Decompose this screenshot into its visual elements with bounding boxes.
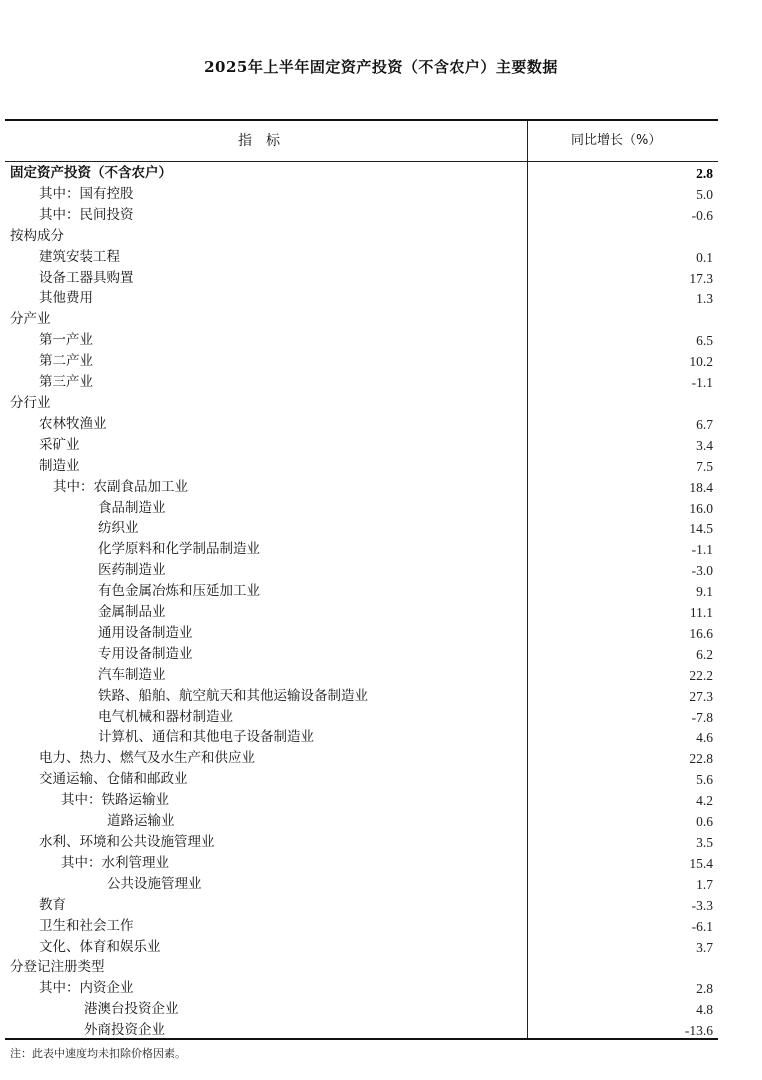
table-row [5,477,718,498]
row-label: 分行业 [10,394,51,411]
table-row [5,205,718,226]
row-value: 5.0 [696,186,713,202]
table-row [5,769,718,790]
table-row [5,560,718,581]
row-label: 计算机、通信和其他电子设备制造业 [98,729,314,746]
table-row [5,163,718,184]
header-yoy-growth: 同比增长（%） [571,133,662,148]
table-row [5,518,718,539]
row-value: 0.6 [696,814,713,830]
row-label: 卫生和社会工作 [39,917,134,934]
table-row [5,414,718,435]
table-row [5,226,718,247]
row-label: 其中：国有控股 [39,185,134,202]
row-value: -1.1 [691,375,713,391]
row-label: 交通运输、仓储和邮政业 [39,771,188,788]
row-label: 第三产业 [39,374,93,391]
table-row [5,372,718,393]
row-label: 分登记注册类型 [10,959,105,976]
table-row [5,184,718,205]
row-value: 2.8 [696,166,713,181]
table-row [5,895,718,916]
table-row [5,811,718,832]
row-label: 化学原料和化学制品制造业 [98,541,260,558]
row-label: 铁路、船舶、航空航天和其他运输设备制造业 [98,687,368,704]
row-value: 7.5 [696,458,713,474]
row-label: 其中：民间投资 [39,206,134,223]
row-label: 其中：农副食品加工业 [53,478,188,495]
row-value: 5.6 [696,772,713,788]
row-value: 3.7 [696,939,713,955]
row-label: 道路运输业 [107,813,175,830]
table-row [5,832,718,853]
row-label: 纺织业 [98,520,139,537]
row-value: 4.2 [696,793,713,809]
table-row [5,916,718,937]
row-value: -0.6 [691,207,713,223]
row-value: 1.7 [696,876,713,892]
row-label: 水利、环境和公共设施管理业 [39,834,215,850]
row-value: 17.3 [689,270,713,286]
row-value: 6.7 [696,416,713,432]
row-label: 采矿业 [39,436,80,453]
row-value: 3.5 [696,835,713,850]
row-label: 固定资产投资（不含农户） [10,165,172,181]
table-row [5,644,718,665]
row-label: 其中：内资企业 [39,980,134,997]
row-value: -1.1 [691,542,713,558]
table-row [5,393,718,414]
row-label: 食品制造业 [98,499,166,516]
row-label: 第二产业 [39,353,93,370]
row-label: 汽车制造业 [98,666,166,683]
table-row [5,268,718,289]
row-value: 3.4 [696,437,713,453]
row-value: 6.2 [696,646,713,662]
row-value: 10.2 [689,354,713,370]
row-value: -3.0 [691,563,713,579]
table-bottom-rule [5,1038,718,1040]
table-row [5,330,718,351]
row-label: 专用设备制造业 [98,645,193,662]
row-value: -13.6 [684,1023,713,1039]
row-value: 0.1 [696,249,713,265]
table-row [5,581,718,602]
table-row [5,999,718,1020]
table-row [5,748,718,769]
table-row [5,665,718,686]
row-label: 第一产业 [39,332,93,349]
header-indicator: 指标 [238,133,294,149]
row-value: 6.5 [696,333,713,349]
row-label: 公共设施管理业 [107,875,202,892]
table-row [5,288,718,309]
table-row [5,686,718,707]
table-row [5,498,718,519]
table-body [5,163,718,1041]
row-value: 1.3 [696,291,713,307]
row-label: 医药制造业 [98,562,166,579]
table-row [5,853,718,874]
page-title: 2025年上半年固定资产投资（不含农户）主要数据 [204,58,558,76]
row-label: 外商投资企业 [84,1022,165,1039]
row-label: 电力、热力、燃气及水生产和供应业 [39,750,255,767]
table-row [5,937,718,958]
row-value: 4.8 [696,1002,713,1018]
row-value: 16.6 [689,625,713,641]
row-label: 教育 [39,896,66,913]
table-row [5,874,718,895]
row-label: 港澳台投资企业 [84,1001,179,1018]
table-row [5,978,718,999]
table-row [5,623,718,644]
table-row [5,539,718,560]
top-cropped-text-strip [0,0,762,6]
row-value: 15.4 [689,855,713,871]
row-label: 按构成分 [10,227,64,244]
row-value: 11.1 [689,605,713,621]
row-label: 通用设备制造业 [98,624,193,641]
table-row [5,957,718,978]
row-label: 农林牧渔业 [39,415,107,432]
row-label: 制造业 [39,457,80,474]
row-label: 金属制品业 [98,604,166,621]
table-header [5,121,718,161]
row-value: 16.0 [689,500,713,516]
table-row [5,456,718,477]
table-row [5,435,718,456]
table-footnote: 注：此表中速度均未扣除价格因素。 [10,1047,186,1060]
row-value: 4.6 [696,730,713,746]
row-label: 其中：铁路运输业 [61,792,169,809]
row-value: 9.1 [696,584,713,600]
row-value: 2.8 [696,981,713,997]
table-header-rule [5,161,718,162]
row-label: 文化、体育和娱乐业 [39,938,161,955]
row-label: 建筑安装工程 [39,248,120,265]
table-row [5,790,718,811]
row-value: 14.5 [689,521,713,537]
row-label: 有色金属冶炼和压延加工业 [98,583,260,600]
row-label: 分产业 [10,311,51,328]
row-value: -6.1 [691,918,713,934]
table-row [5,309,718,330]
row-value: 27.3 [689,688,713,704]
table-row [5,727,718,748]
row-label: 其他费用 [39,290,93,307]
table-row [5,707,718,728]
row-value: 22.8 [689,751,713,767]
row-value: -3.3 [691,897,713,913]
row-value: 22.2 [689,667,713,683]
row-label: 其中：水利管理业 [61,854,169,871]
table-row [5,247,718,268]
row-label: 电气机械和器材制造业 [98,708,233,725]
row-value: -7.8 [691,709,713,725]
table-row [5,351,718,372]
row-label: 设备工器具购置 [39,269,134,286]
table-row [5,602,718,623]
row-value: 18.4 [689,479,713,495]
